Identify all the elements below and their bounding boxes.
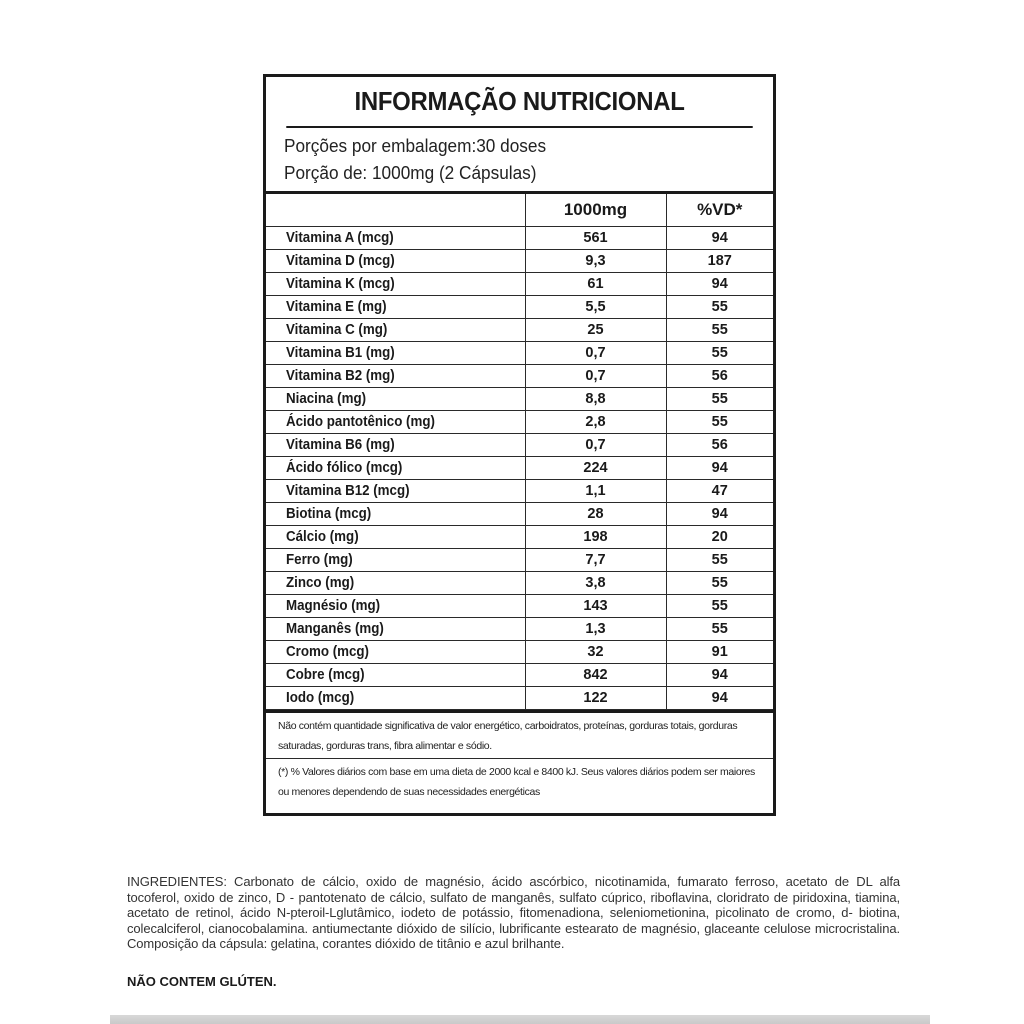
nutrient-daily-value: 94 bbox=[666, 664, 773, 687]
nutrient-name bbox=[266, 664, 525, 687]
nutrient-name-text: Zinco (mg) bbox=[286, 575, 355, 591]
nutrient-daily-value: 91 bbox=[666, 641, 773, 664]
nutrient-daily-value: 56 bbox=[666, 434, 773, 457]
nutrient-name bbox=[266, 365, 525, 388]
nutrient-table bbox=[266, 194, 773, 710]
nutrient-name bbox=[266, 618, 525, 641]
label-title: INFORMAÇÃO NUTRICIONAL bbox=[286, 77, 752, 128]
table-row bbox=[266, 480, 773, 503]
table-row bbox=[266, 273, 773, 296]
table-row bbox=[266, 434, 773, 457]
nutrient-name bbox=[266, 549, 525, 572]
nutrient-name bbox=[266, 457, 525, 480]
servings-per-package: Porções por embalagem:30 doses bbox=[284, 135, 547, 156]
nutrient-name-text: Vitamina B12 (mcg) bbox=[286, 483, 410, 499]
header-daily-value: %VD* bbox=[666, 194, 773, 227]
table-row bbox=[266, 549, 773, 572]
nutrient-name bbox=[266, 480, 525, 503]
nutrient-name-text: Vitamina A (mcg) bbox=[286, 230, 394, 246]
nutrient-name-text: Magnésio (mg) bbox=[286, 598, 381, 614]
table-row bbox=[266, 687, 773, 710]
table-row bbox=[266, 526, 773, 549]
package-edge bbox=[110, 1015, 930, 1024]
note-daily-values: (*) % Valores diários com base em uma dieta de 2000 kcal e 8400 kJ. Seus valores diários podem ser maiores ou menores dependendo de suas necessidades energéticas bbox=[266, 758, 773, 804]
nutrient-name bbox=[266, 250, 525, 273]
table-row bbox=[266, 411, 773, 434]
nutrient-amount: 122 bbox=[525, 687, 666, 710]
nutrient-name-text: Vitamina C (mg) bbox=[286, 322, 388, 338]
nutrient-name-text: Cromo (mcg) bbox=[286, 644, 370, 660]
header-amount: 1000mg bbox=[525, 194, 666, 227]
nutrient-amount: 28 bbox=[525, 503, 666, 526]
nutrient-name-text: Biotina (mcg) bbox=[286, 506, 372, 522]
nutrient-amount: 143 bbox=[525, 595, 666, 618]
nutrient-daily-value: 20 bbox=[666, 526, 773, 549]
nutrient-name-text: Ferro (mg) bbox=[286, 552, 353, 568]
nutrient-amount: 198 bbox=[525, 526, 666, 549]
table-row bbox=[266, 388, 773, 411]
nutrient-daily-value: 187 bbox=[666, 250, 773, 273]
nutrient-daily-value: 55 bbox=[666, 342, 773, 365]
nutrient-amount: 5,5 bbox=[525, 296, 666, 319]
nutrient-daily-value: 55 bbox=[666, 595, 773, 618]
header-nutrient bbox=[266, 194, 525, 227]
serving-info bbox=[266, 128, 773, 194]
nutrient-name-text: Manganês (mg) bbox=[286, 621, 384, 637]
nutrient-daily-value: 55 bbox=[666, 572, 773, 595]
nutrient-amount: 224 bbox=[525, 457, 666, 480]
serving-size: Porção de: 1000mg (2 Cápsulas) bbox=[284, 162, 537, 183]
label-notes bbox=[266, 710, 773, 804]
nutrient-daily-value: 47 bbox=[666, 480, 773, 503]
nutrient-daily-value: 94 bbox=[666, 457, 773, 480]
nutrient-daily-value: 56 bbox=[666, 365, 773, 388]
nutrient-amount: 561 bbox=[525, 227, 666, 250]
nutrient-name bbox=[266, 319, 525, 342]
nutrient-amount: 61 bbox=[525, 273, 666, 296]
table-row bbox=[266, 342, 773, 365]
table-row bbox=[266, 227, 773, 250]
nutrient-name-text: Vitamina B6 (mg) bbox=[286, 437, 395, 453]
nutrient-amount: 2,8 bbox=[525, 411, 666, 434]
nutrient-name bbox=[266, 526, 525, 549]
nutrient-name bbox=[266, 434, 525, 457]
nutrient-name bbox=[266, 572, 525, 595]
nutrient-name bbox=[266, 388, 525, 411]
nutrient-name bbox=[266, 227, 525, 250]
nutrient-daily-value: 94 bbox=[666, 227, 773, 250]
nutrient-name-text: Vitamina B2 (mg) bbox=[286, 368, 395, 384]
nutrient-daily-value: 94 bbox=[666, 273, 773, 296]
table-header-row bbox=[266, 194, 773, 227]
nutrient-name bbox=[266, 296, 525, 319]
nutrient-amount: 0,7 bbox=[525, 342, 666, 365]
nutrient-amount: 9,3 bbox=[525, 250, 666, 273]
nutrient-name-text: Ácido pantotênico (mg) bbox=[286, 414, 435, 430]
nutrient-name bbox=[266, 342, 525, 365]
nutrient-daily-value: 94 bbox=[666, 687, 773, 710]
nutrient-amount: 1,3 bbox=[525, 618, 666, 641]
nutrient-daily-value: 55 bbox=[666, 549, 773, 572]
nutrient-name-text: Vitamina B1 (mg) bbox=[286, 345, 395, 361]
table-row bbox=[266, 618, 773, 641]
table-row bbox=[266, 250, 773, 273]
nutrient-amount: 3,8 bbox=[525, 572, 666, 595]
nutrient-amount: 0,7 bbox=[525, 434, 666, 457]
nutrient-amount: 0,7 bbox=[525, 365, 666, 388]
nutrient-name-text: Cobre (mcg) bbox=[286, 667, 365, 683]
nutrient-name-text: Vitamina K (mcg) bbox=[286, 276, 395, 292]
nutrient-amount: 7,7 bbox=[525, 549, 666, 572]
nutrient-name-text: Ácido fólico (mcg) bbox=[286, 460, 403, 476]
nutrient-amount: 25 bbox=[525, 319, 666, 342]
nutrient-name bbox=[266, 273, 525, 296]
nutrient-daily-value: 55 bbox=[666, 319, 773, 342]
nutrient-name-text: Vitamina E (mg) bbox=[286, 299, 387, 315]
table-row bbox=[266, 664, 773, 687]
nutrient-name bbox=[266, 687, 525, 710]
nutrient-name bbox=[266, 641, 525, 664]
nutrient-daily-value: 55 bbox=[666, 618, 773, 641]
gluten-warning: NÃO CONTEM GLÚTEN. bbox=[127, 974, 277, 989]
table-row bbox=[266, 457, 773, 480]
table-row bbox=[266, 319, 773, 342]
nutrient-daily-value: 55 bbox=[666, 388, 773, 411]
table-row bbox=[266, 572, 773, 595]
nutrient-name-text: Niacina (mg) bbox=[286, 391, 367, 407]
table-row bbox=[266, 365, 773, 388]
table-row bbox=[266, 641, 773, 664]
nutrient-daily-value: 55 bbox=[666, 411, 773, 434]
nutrient-daily-value: 55 bbox=[666, 296, 773, 319]
nutrient-name bbox=[266, 595, 525, 618]
table-row bbox=[266, 595, 773, 618]
nutrient-amount: 842 bbox=[525, 664, 666, 687]
nutrient-amount: 32 bbox=[525, 641, 666, 664]
ingredients-text: INGREDIENTES: Carbonato de cálcio, oxido de magnésio, ácido ascórbico, nicotinamida, fumarato ferroso, acetato de DL alfa tocoferol, oxido de zinco, D - pantotenato de cálcio, sulfato de manganês, sulfato cúprico, riboflavina, cloridrato de piridoxina, tiamina, acetato de retinol, ácido N-pteroil-Lglutâmico, iodeto de potássio, fitomenadiona, seleniometionina, picolinato de cromo, d- biotina, colecalciferol, cianocobalamina. antiumectante dióxido de silício, lubrificante estearato de magnésio, glaceante celulose microcristalina. Composição da cápsula: gelatina, corantes dióxido de titânio e azul brilhante. bbox=[127, 874, 900, 952]
nutrient-name-text: Cálcio (mg) bbox=[286, 529, 359, 545]
nutrient-name-text: Iodo (mcg) bbox=[286, 690, 355, 706]
note-not-significant: Não contém quantidade significativa de valor energético, carboidratos, proteínas, gorduras totais, gorduras saturadas, gorduras trans, fibra alimentar e sódio. bbox=[278, 720, 738, 752]
nutrient-name bbox=[266, 503, 525, 526]
nutrition-facts-label bbox=[263, 74, 776, 816]
nutrient-name-text: Vitamina D (mcg) bbox=[286, 253, 395, 269]
nutrient-amount: 1,1 bbox=[525, 480, 666, 503]
nutrient-daily-value: 94 bbox=[666, 503, 773, 526]
nutrient-name bbox=[266, 411, 525, 434]
table-row bbox=[266, 503, 773, 526]
table-row bbox=[266, 296, 773, 319]
nutrient-amount: 8,8 bbox=[525, 388, 666, 411]
